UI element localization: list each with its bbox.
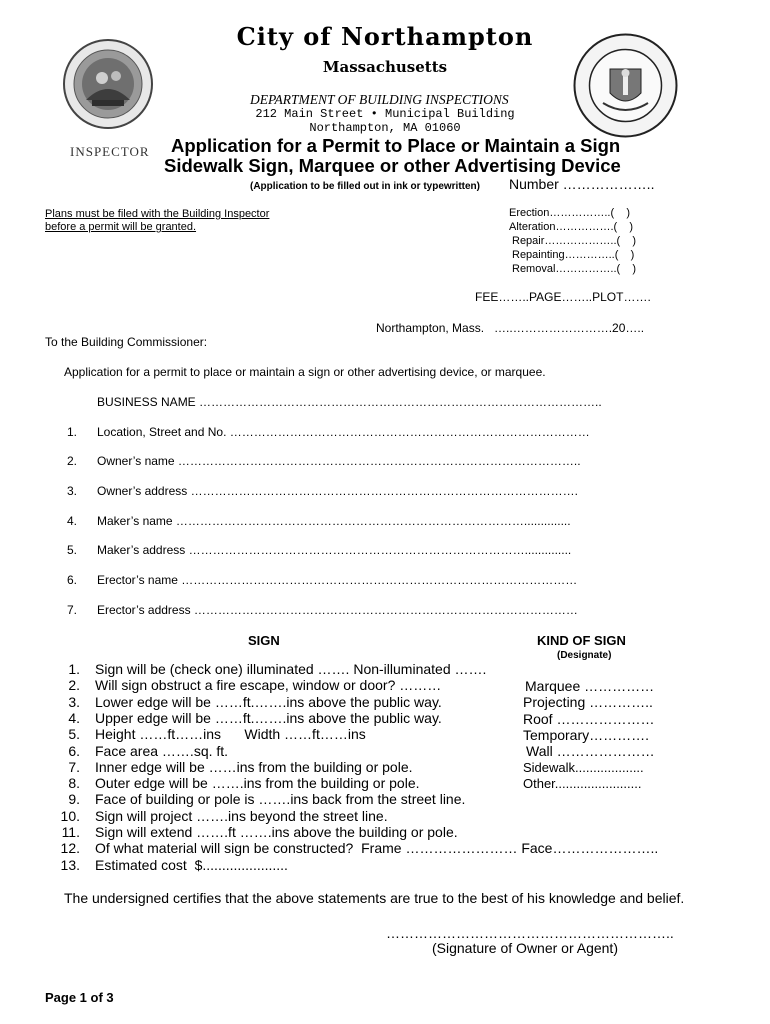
kind-of-sign-option[interactable]: Temporary…………. [523, 727, 650, 743]
street-address: 212 Main Street • Municipal Building [255, 107, 515, 121]
owner-address-field[interactable]: Owner’s address ……………………………………………………………………………………. [97, 484, 578, 498]
kind-of-sign-option[interactable]: Roof ………………… [523, 711, 655, 727]
sign-item-text[interactable]: Outer edge will be …….ins from the building or pole. [95, 775, 420, 791]
ink-note: (Application to be filled out in ink or typewritten) [250, 181, 480, 192]
page-indicator: Page 1 of 3 [45, 990, 114, 1005]
owner-name-field[interactable]: Owner’s name ……………………………………………………………………………………….. [97, 454, 581, 468]
signature-line[interactable]: …………………………………………………….. [386, 925, 674, 941]
sign-item-number: 7. [68, 759, 80, 775]
field-number: 1. [67, 425, 78, 439]
sign-item-text[interactable]: Face area …….sq. ft. [95, 743, 229, 759]
work-type-repainting[interactable]: Repainting…………..( ) [512, 249, 635, 261]
kind-of-sign-option[interactable]: Projecting ………….. [523, 694, 653, 710]
sign-item-number: 12. [60, 840, 80, 856]
business-name-field[interactable]: BUSINESS NAME ……………………………………………………………………………………….. [97, 395, 602, 409]
sign-item-number: 9. [68, 791, 80, 807]
kind-of-sign-heading: KIND OF SIGN [537, 633, 626, 648]
sign-item-number: 5. [68, 726, 80, 742]
kind-of-sign-option[interactable]: Sidewalk................... [523, 760, 644, 775]
sign-item-number: 8. [68, 775, 80, 791]
maker-address-field[interactable]: Maker’s address ………………………………………………………………………….............. [97, 543, 572, 557]
sign-item-number: 3. [68, 694, 80, 710]
addressee: To the Building Commissioner: [45, 335, 208, 349]
sign-item-text[interactable]: Will sign obstruct a fire escape, window or door? ……… [95, 677, 442, 693]
work-type-alteration[interactable]: Alteration…………….( ) [509, 221, 634, 233]
sign-item-text[interactable]: Sign will project …….ins beyond the street line. [95, 808, 388, 824]
sign-item-number: 4. [68, 710, 80, 726]
plans-note-line2: before a permit will be granted. [45, 221, 197, 233]
maker-name-field[interactable]: Maker’s name …………………………………………………………………………….............. [97, 514, 571, 528]
sign-item-text[interactable]: Face of building or pole is …….ins back from the street line. [95, 791, 466, 807]
application-number-field[interactable]: Number ……………….. [509, 176, 655, 192]
kind-of-sign-option[interactable]: Marquee …………… [525, 678, 655, 694]
sign-item-number: 11. [61, 824, 80, 840]
erector-address-field[interactable]: Erector’s address …………………………………………………………………………………… [97, 603, 578, 617]
signature-label: (Signature of Owner or Agent) [432, 940, 618, 956]
sign-item-number: 13. [60, 857, 80, 873]
sign-item-number: 6. [68, 743, 80, 759]
sign-item-text[interactable]: Estimated cost $...................... [95, 857, 288, 873]
sign-item-text[interactable]: Inner edge will be ……ins from the building or pole. [95, 759, 413, 775]
work-type-erection[interactable]: Erection……………..( ) [509, 207, 631, 219]
field-number: 5. [67, 543, 78, 557]
sign-heading: SIGN [248, 633, 280, 648]
erector-name-field[interactable]: Erector’s name ……………………………………………………………………………………… [97, 573, 578, 587]
city-address: Northampton, MA 01060 [309, 121, 461, 135]
sign-item-text[interactable]: Sign will extend …….ft …….ins above the building or pole. [95, 824, 458, 840]
field-number: 7. [67, 603, 78, 617]
sign-item-number: 10. [60, 808, 80, 824]
field-number: 4. [67, 514, 78, 528]
place-date-line[interactable]: Northampton, Mass. …..…………………….20….. [376, 321, 645, 335]
certification-statement: The undersigned certifies that the above statements are true to the best of his knowledge and belief. [64, 890, 685, 906]
sign-item-number: 2. [68, 677, 80, 693]
state-subtitle: Massachusetts [322, 58, 448, 76]
fee-page-plot-line: FEE……..PAGE……..PLOT……. [475, 290, 651, 304]
kind-of-sign-option[interactable]: Other........................ [523, 776, 642, 791]
work-type-removal[interactable]: Removal……………..( ) [512, 263, 637, 275]
kind-of-sign-option[interactable]: Wall ………………… [526, 743, 655, 759]
field-number: 2. [67, 454, 78, 468]
inspector-label: INSPECTOR [70, 144, 150, 159]
sign-item-text[interactable]: Of what material will sign be constructed? Frame …………………… Face………………….. [95, 840, 659, 856]
department-name: DEPARTMENT OF BUILDING INSPECTIONS [250, 92, 509, 107]
location-field[interactable]: Location, Street and No. ……………………………………………………………………………… [97, 425, 590, 439]
form-title: Application for a Permit to Place or Maintain a Sign [171, 135, 621, 156]
sign-item-number: 1. [68, 661, 80, 677]
sign-item-text[interactable]: Height ……ft……ins Width ……ft……ins [95, 726, 366, 742]
field-number: 3. [67, 484, 78, 498]
intro-text: Application for a permit to place or maintain a sign or other advertising device, or marquee. [64, 365, 546, 379]
plans-note-line1: Plans must be filed with the Building Inspector [45, 208, 270, 220]
sign-item-text[interactable]: Lower edge will be ……ft.…….ins above the public way. [95, 694, 442, 710]
sign-item-text[interactable]: Sign will be (check one) illuminated ……. Non-illuminated ……. [95, 661, 487, 677]
field-number: 6. [67, 573, 78, 587]
sign-item-text[interactable]: Upper edge will be ……ft.…….ins above the public way. [95, 710, 442, 726]
designate-note: (Designate) [557, 650, 612, 661]
form-subtitle: Sidewalk Sign, Marquee or other Advertising Device [164, 155, 621, 176]
work-type-repair[interactable]: Repair………………..( ) [512, 235, 637, 247]
city-title: City of Northampton [236, 22, 534, 51]
